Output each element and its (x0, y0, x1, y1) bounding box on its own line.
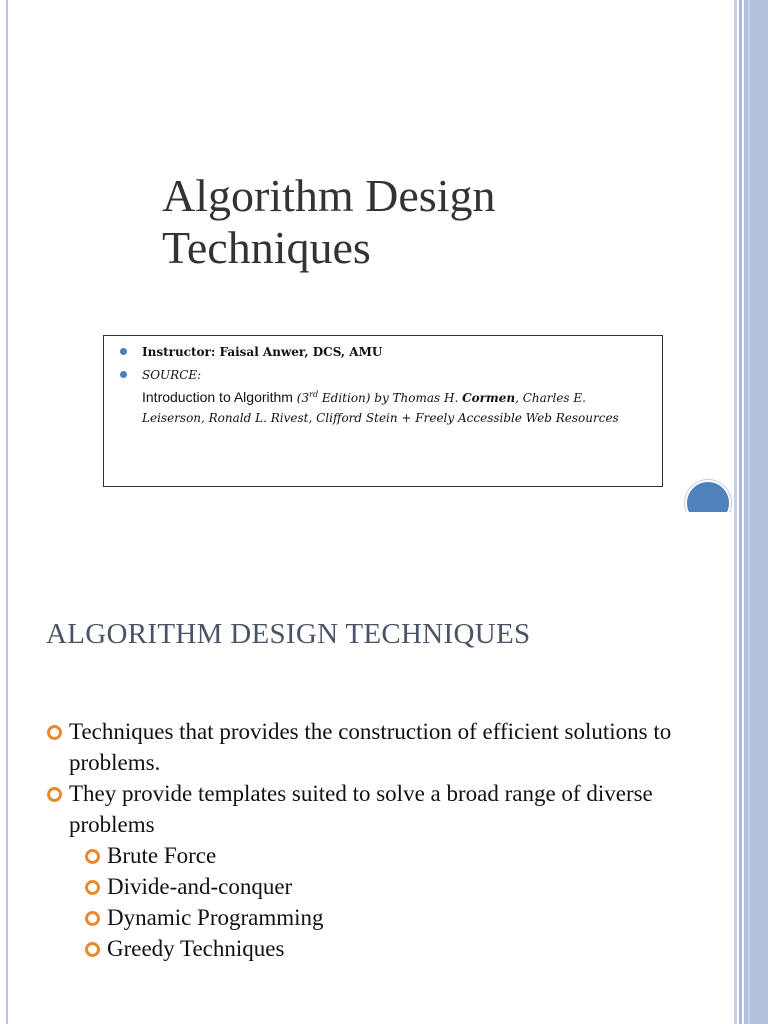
instructor-item (142, 342, 652, 362)
source-edition-sup: rd (309, 390, 319, 399)
orange-ring-bullet-icon (85, 849, 100, 864)
subbullet-text: Brute Force (107, 843, 217, 868)
sub-list-item (46, 933, 686, 964)
subbullet-text: Divide-and-conquer (107, 874, 293, 899)
list-item (46, 716, 686, 778)
source-book-title: Introduction to Algorithm (142, 389, 293, 405)
source-item (142, 365, 652, 428)
subbullet-text: Greedy Techniques (107, 936, 285, 961)
left-border-line (6, 0, 8, 512)
orange-ring-bullet-icon (85, 911, 100, 926)
bullet-list (46, 716, 686, 964)
bullet-dot-icon (120, 371, 127, 378)
sub-list-item (46, 871, 686, 902)
decorative-circle-icon (685, 480, 731, 512)
title-line-1: Algorithm Design (162, 170, 496, 221)
orange-ring-bullet-icon (85, 880, 100, 895)
bullet-text: Techniques that provides the construction of efficient solutions to problems. (69, 719, 672, 775)
source-rest: , Charles E. Leiserson, Ronald L. Rivest, Clifford Stein + Freely Accessible Web Resources (142, 391, 619, 425)
source-info-box (103, 335, 663, 487)
slide-heading: ALGORITHM DESIGN TECHNIQUES (46, 618, 531, 650)
slide-title (162, 170, 682, 274)
subbullet-text: Dynamic Programming (107, 905, 324, 930)
bullet-dot-icon (120, 348, 127, 355)
content-slide (0, 512, 768, 1024)
sub-list-item (46, 840, 686, 871)
title-line-2: Techniques (162, 222, 371, 273)
source-edition-post: Edition) by Thomas H. (318, 391, 463, 405)
source-label: SOURCE: (142, 368, 202, 382)
source-author-bold: Cormen (462, 391, 516, 405)
right-decorative-stripes (734, 0, 768, 512)
list-item (46, 778, 686, 840)
bullet-text: They provide templates suited to solve a broad range of diverse problems (69, 781, 653, 837)
orange-ring-bullet-icon (47, 725, 62, 740)
instructor-text: Instructor: Faisal Anwer, DCS, AMU (142, 345, 383, 359)
sub-list-item (46, 902, 686, 933)
orange-ring-bullet-icon (85, 942, 100, 957)
orange-ring-bullet-icon (47, 787, 62, 802)
right-decorative-stripes (734, 512, 768, 1024)
left-border-line (6, 512, 8, 1024)
source-edition-pre: (3 (292, 391, 310, 405)
